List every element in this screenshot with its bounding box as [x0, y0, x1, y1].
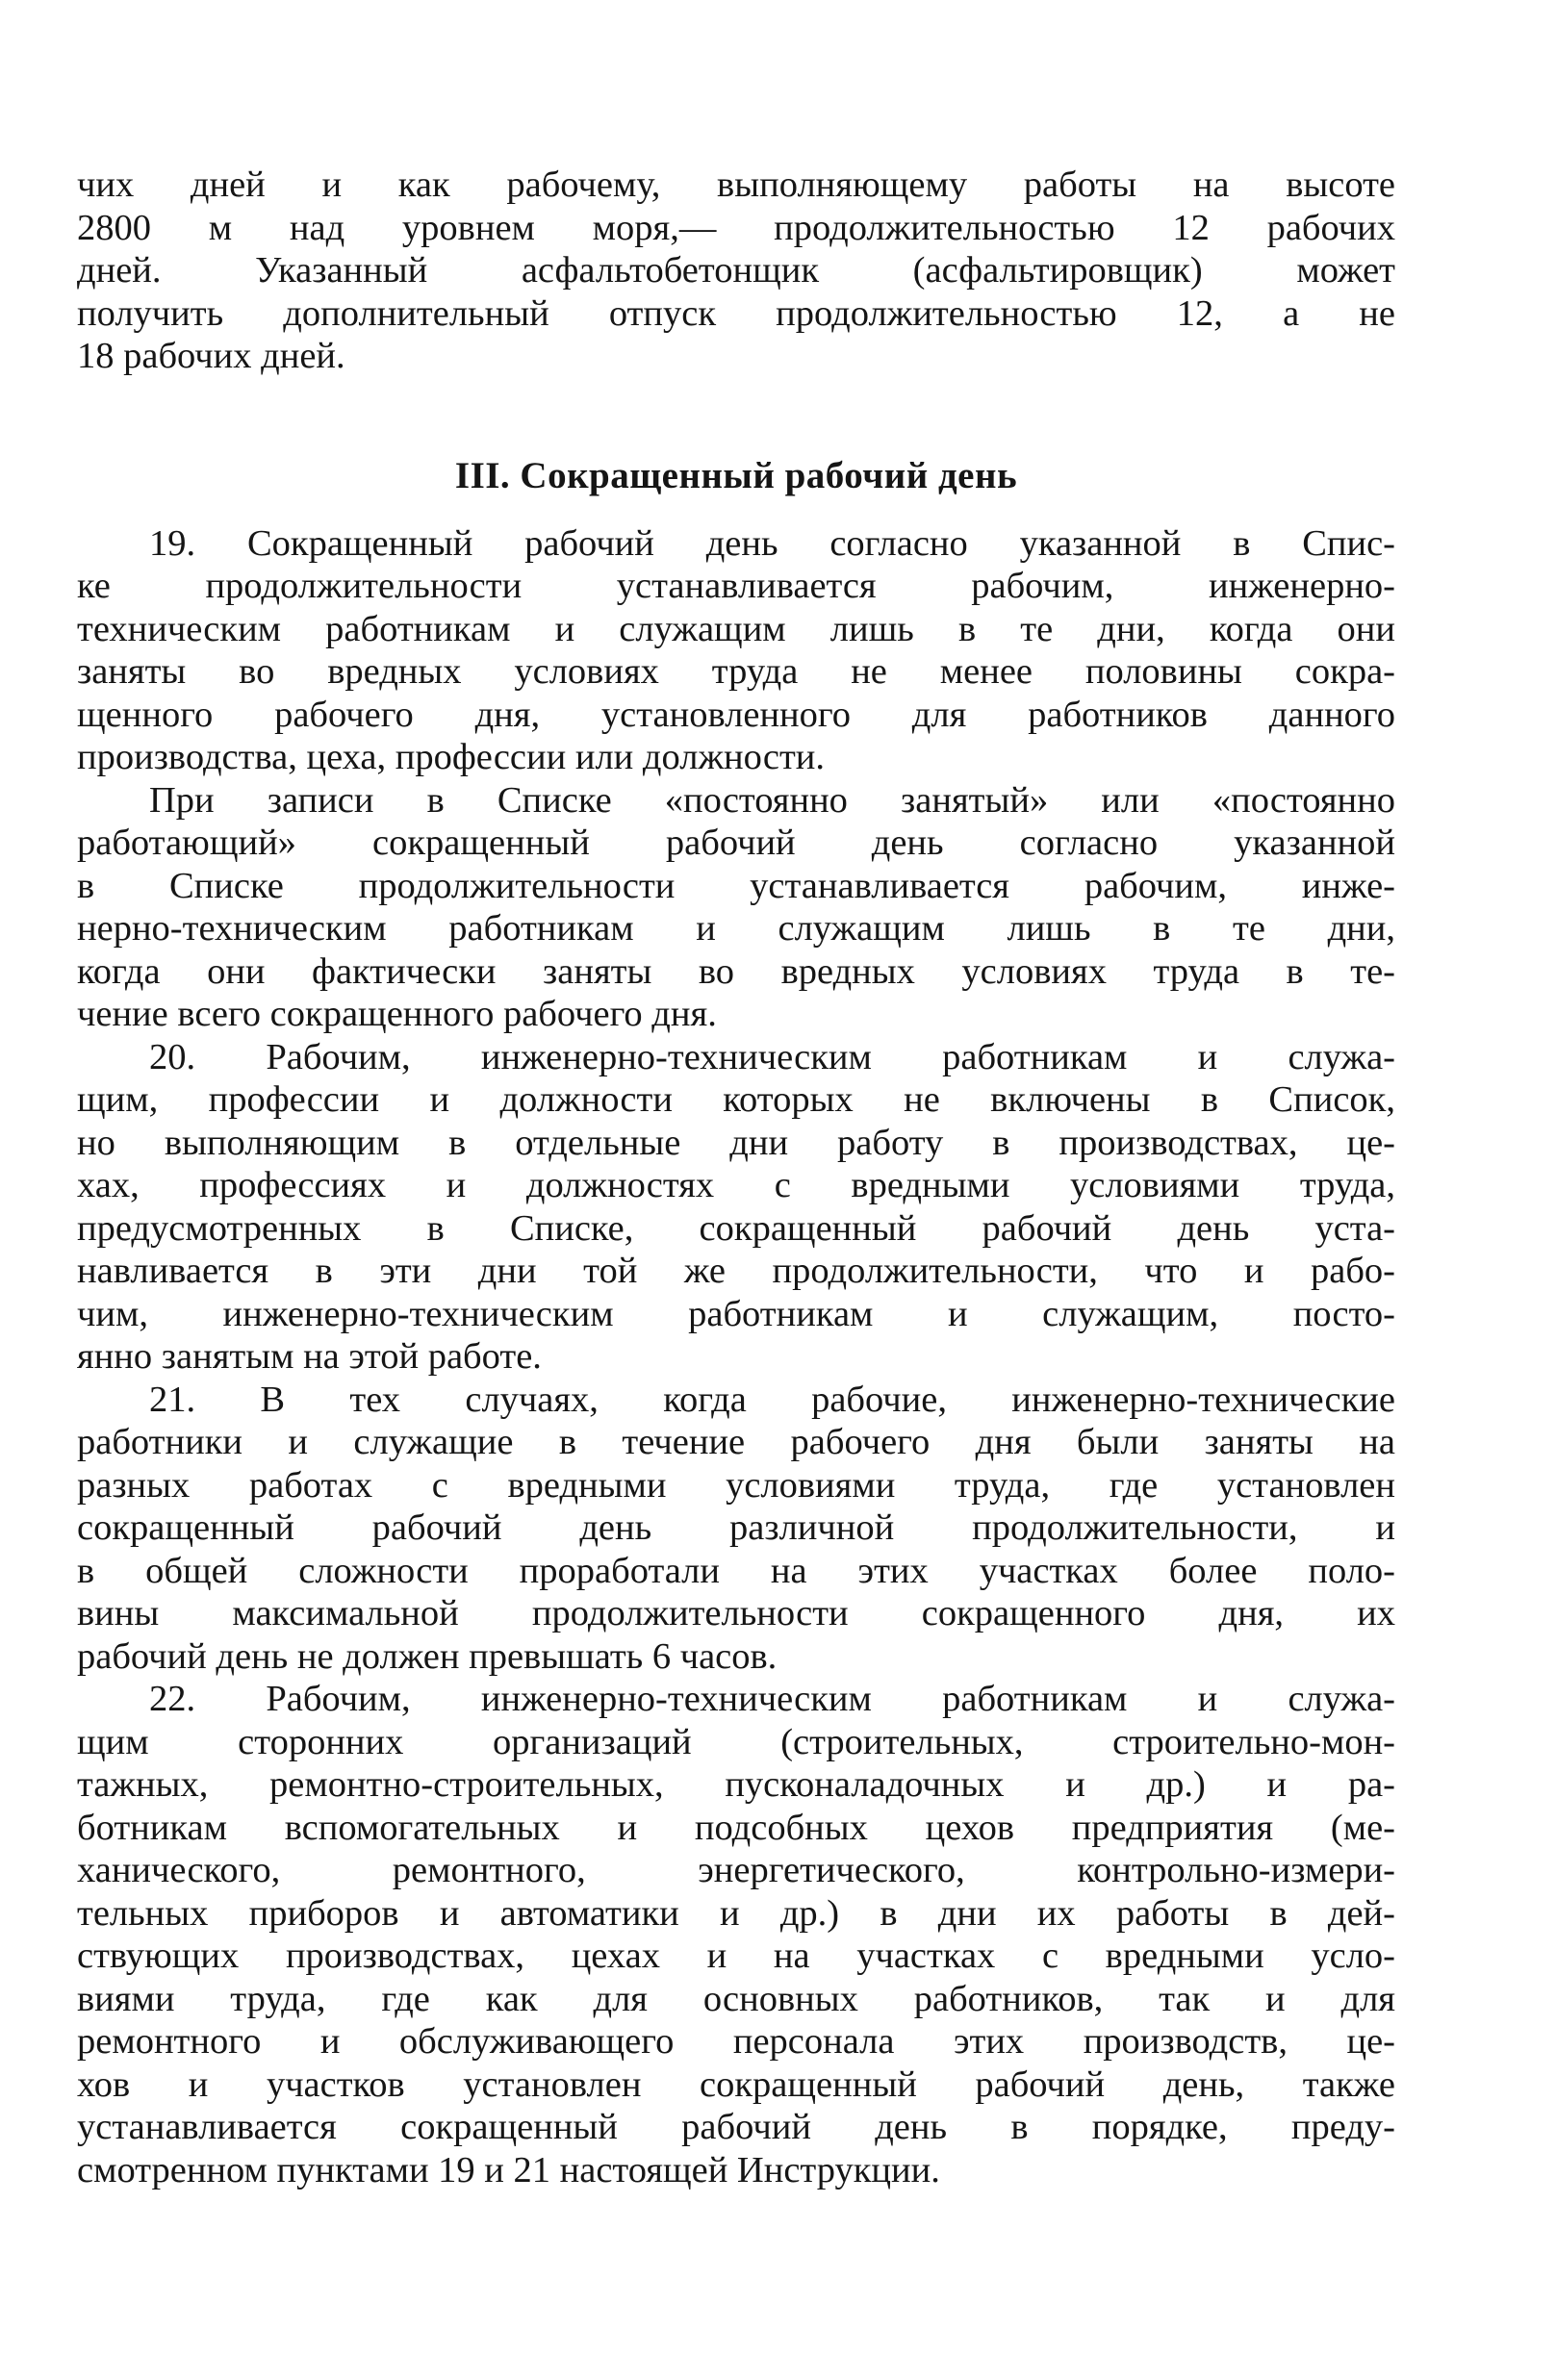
text-line: 20. Рабочим, инженерно-техническим работникам и служа-	[149, 1036, 1395, 1077]
text-line: чих дней и как рабочему, выполняющему работы на высоте	[77, 165, 1395, 205]
text-line: 22. Рабочим, инженерно-техническим работникам и служа-	[149, 1679, 1395, 1719]
paragraph-19	[77, 522, 1395, 779]
text-line: 21. В тех случаях, когда рабочие, инженерно-технические	[149, 1379, 1395, 1420]
text-line: щим, профессии и должности которых не включены в Список,	[77, 1079, 1395, 1120]
text-line: в общей сложности проработали на этих участках более поло-	[77, 1550, 1395, 1591]
text-line: ке продолжительности устанавливается рабочим, инженерно-	[77, 566, 1395, 606]
text-line: При записи в Списке «постоянно занятый» или «постоянно	[149, 779, 1395, 821]
text-line: в Списке продолжительности устанавливается рабочим, инже-	[77, 865, 1395, 906]
text-line: ботникам вспомогательных и подсобных цехов предприятия (ме-	[77, 1807, 1395, 1848]
text-line: когда они фактически заняты во вредных условиях труда в те-	[77, 950, 1395, 992]
section-heading: III. Сокращенный рабочий день	[454, 454, 1018, 496]
text-line: виями труда, где как для основных работников, так и для	[77, 1978, 1395, 2019]
text-line: 2800 м над уровнем моря,— продолжительностью 12 рабочих	[77, 207, 1395, 248]
text-line: ремонтного и обслуживающего персонала этих производств, це-	[77, 2021, 1395, 2062]
text-line: щенного рабочего дня, установленного для работников данного	[77, 694, 1395, 735]
text-line: техническим работникам и служащим лишь в те дни, когда они	[77, 608, 1395, 649]
paragraph-19-continued	[77, 779, 1395, 1036]
text-line: чение всего сокращенного рабочего дня.	[77, 994, 717, 1034]
paragraph-20	[77, 1036, 1395, 1379]
text-line: устанавливается сокращенный рабочий день в порядке, преду-	[77, 2107, 1395, 2147]
text-line: навливается в эти дни той же продолжительности, что и рабо-	[77, 1251, 1395, 1291]
text-line: 18 рабочих дней.	[77, 336, 345, 376]
paragraph-22	[77, 1678, 1395, 2191]
text-line: ханического, ремонтного, энергетического, контрольно-измери-	[77, 1850, 1395, 1890]
text-line: сокращенный рабочий день различной продолжительности, и	[77, 1507, 1395, 1548]
text-line: нерно-техническим работникам и служащим лишь в те дни,	[77, 908, 1395, 949]
text-line: вины максимальной продолжительности сокращенного дня, их	[77, 1593, 1395, 1633]
text-line: ствующих производствах, цехах и на участках с вредными усло-	[77, 1936, 1395, 1976]
text-line: хах, профессиях и должностях с вредными условиями труда,	[77, 1165, 1395, 1205]
text-line: дней. Указанный асфальтобетонщик (асфальтировщик) может	[77, 250, 1395, 291]
text-line: тажных, ремонтно-строительных, пусконаладочных и др.) и ра-	[77, 1764, 1395, 1805]
text-line: производства, цеха, профессии или должности.	[77, 737, 825, 777]
intro-paragraph	[77, 164, 1395, 378]
text-line: щим сторонних организаций (строительных, строительно-мон-	[77, 1721, 1395, 1762]
text-line: но выполняющим в отдельные дни работу в производствах, це-	[77, 1122, 1395, 1163]
text-line: рабочий день не должен превышать 6 часов.	[77, 1635, 778, 1677]
text-line: 19. Сокращенный рабочий день согласно указанной в Спис-	[149, 522, 1395, 564]
text-line: разных работах с вредными условиями труда, где установлен	[77, 1464, 1395, 1506]
text-line: смотренном пунктами 19 и 21 настоящей Инструкции.	[77, 2149, 940, 2190]
text-line: заняты во вредных условиях труда не менее половины сокра-	[77, 651, 1395, 692]
text-line: получить дополнительный отпуск продолжительностью 12, а не	[77, 292, 1395, 334]
paragraph-21	[77, 1379, 1395, 1679]
text-line: работники и служащие в течение рабочего дня были заняты на	[77, 1422, 1395, 1462]
text-line: хов и участков установлен сокращенный рабочий день, также	[77, 2064, 1395, 2105]
text-line: работающий» сокращенный рабочий день согласно указанной	[77, 823, 1395, 863]
document-page	[77, 164, 1395, 2191]
text-line: предусмотренных в Списке, сокращенный рабочий день уста-	[77, 1207, 1395, 1249]
text-line: чим, инженерно-техническим работникам и служащим, посто-	[77, 1293, 1395, 1334]
text-line: янно занятым на этой работе.	[77, 1336, 542, 1377]
text-line: тельных приборов и автоматики и др.) в дни их работы в дей-	[77, 1892, 1395, 1934]
